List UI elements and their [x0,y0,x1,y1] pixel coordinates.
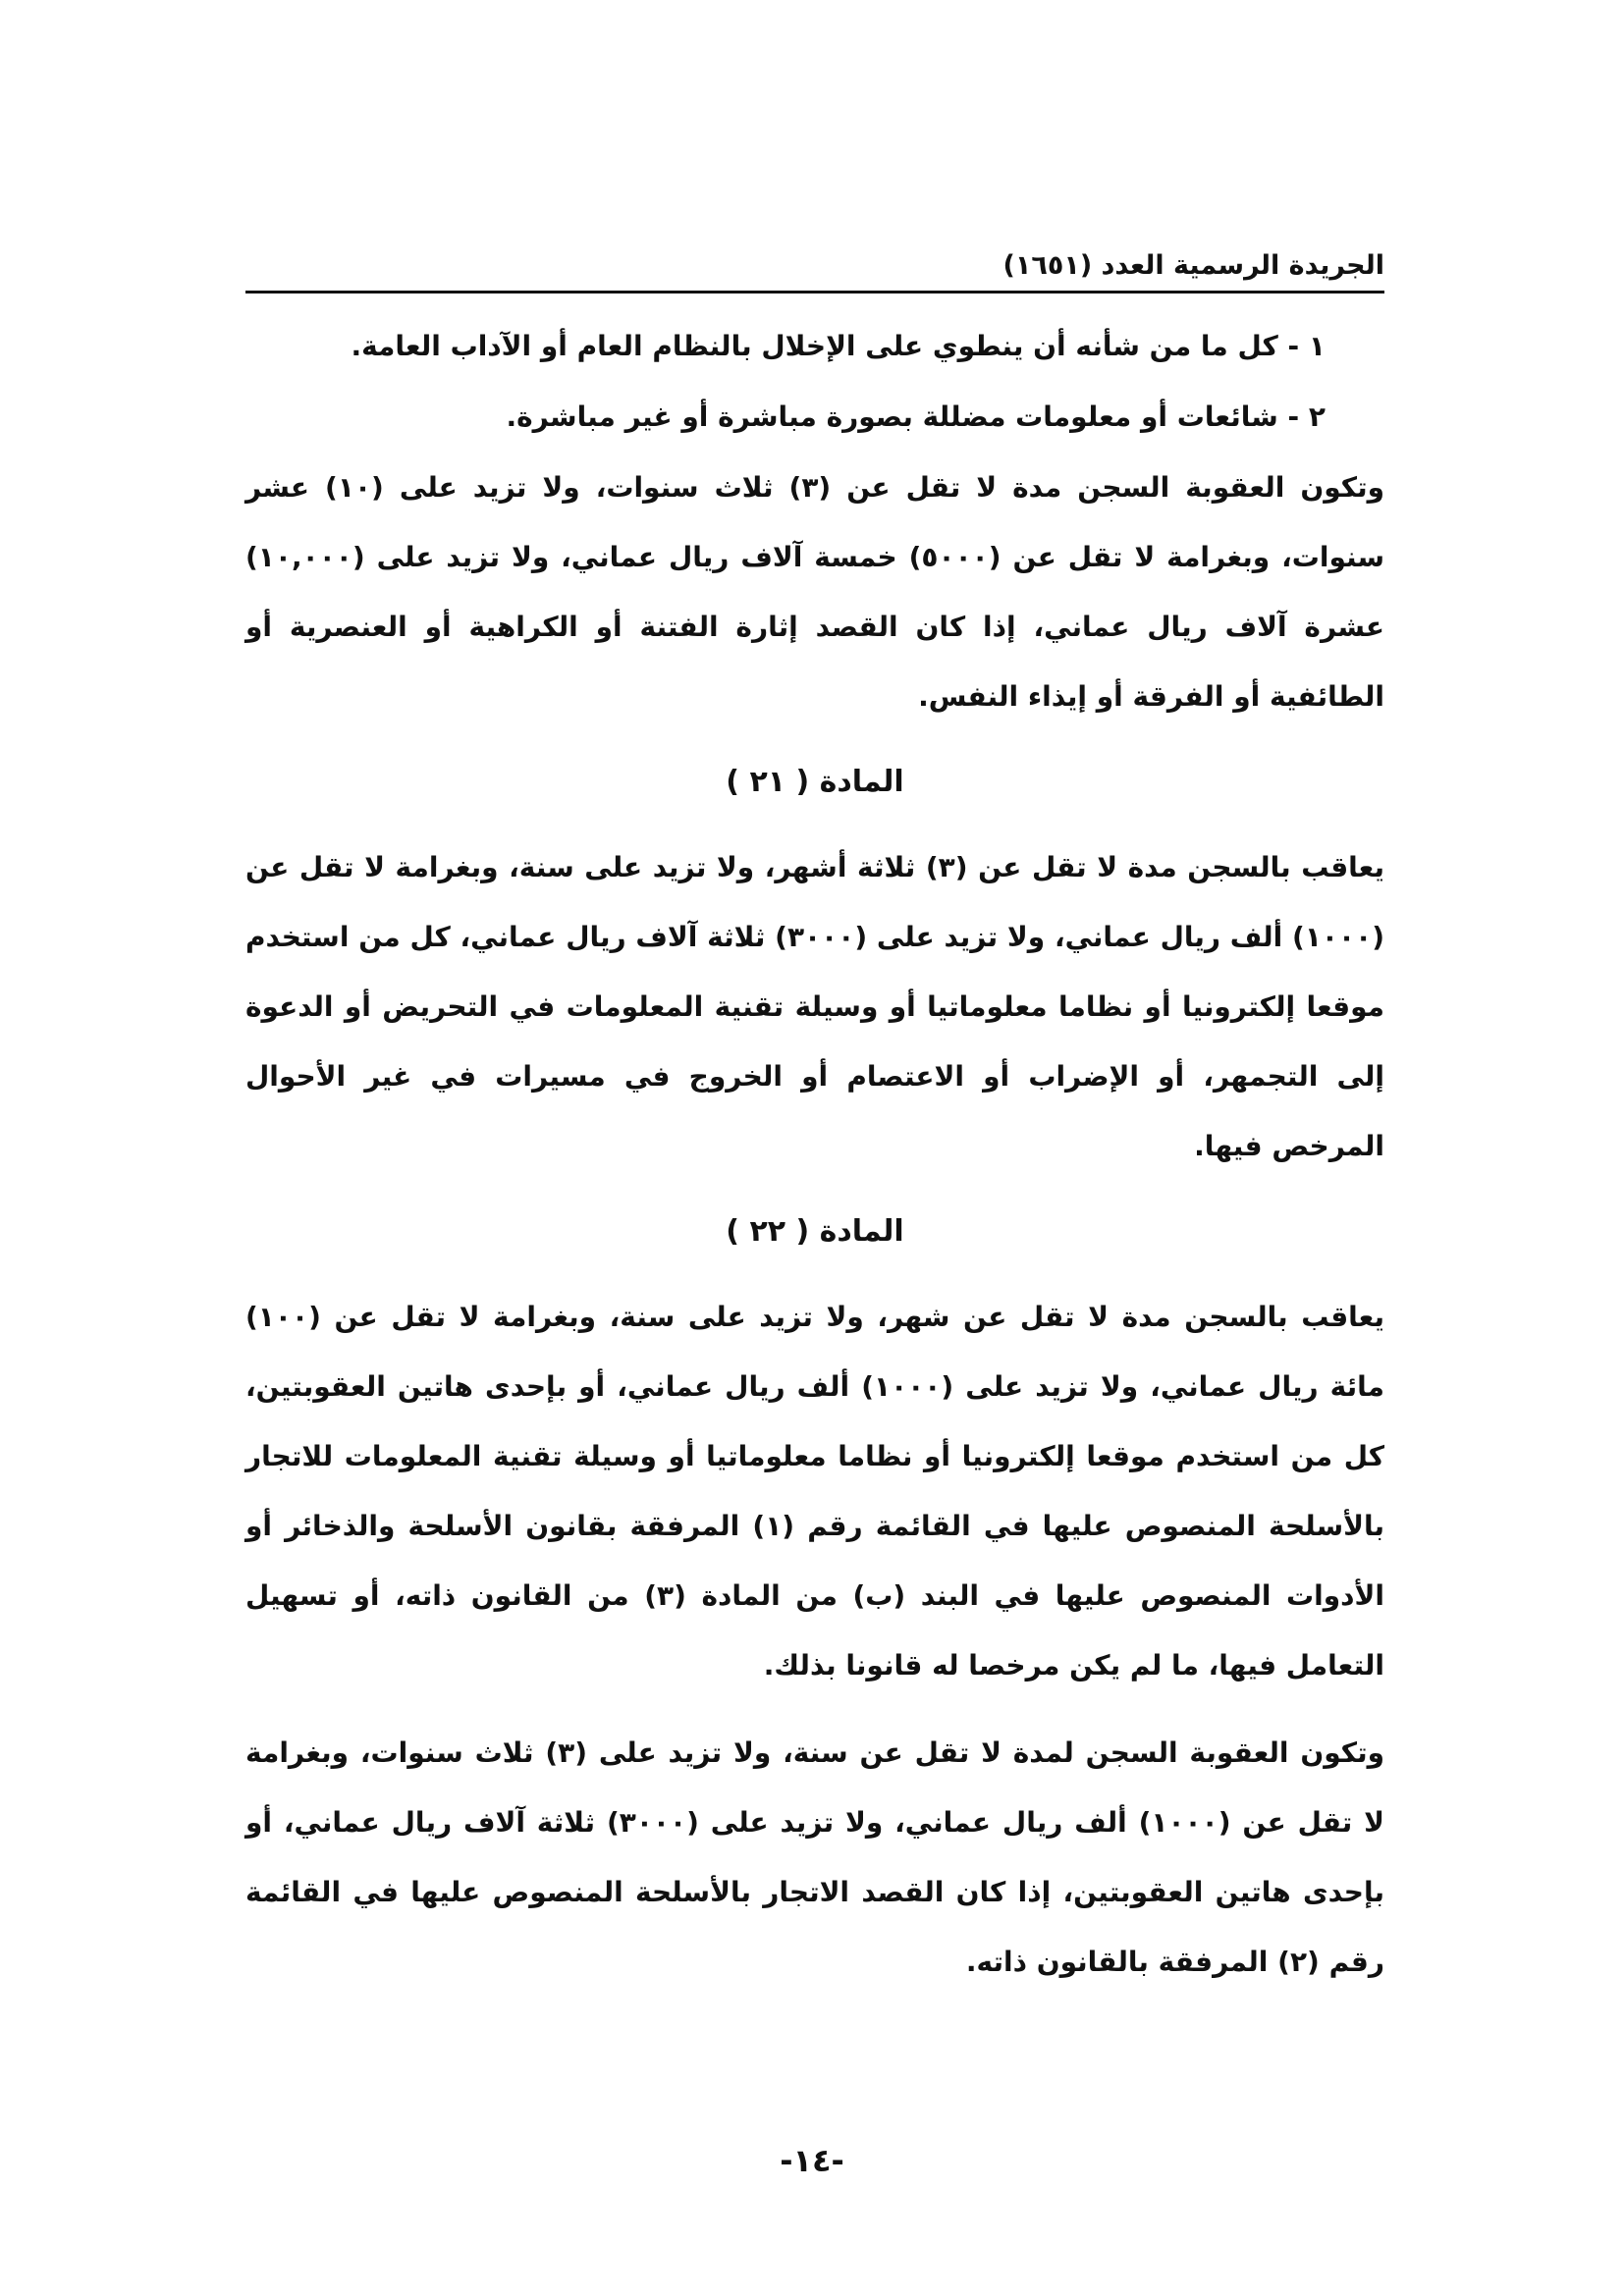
list-item-2: ٢ - شائعات أو معلومات مضللة بصورة مباشرة أو غير مباشرة. [506,400,1326,433]
intro-paragraph: وتكون العقوبة السجن مدة لا تقل عن (٣) ثلاث سنوات، ولا تزيد على (١٠) عشر سنوات، وبغرامة لا تقل عن (٥٠٠٠) خمسة آلاف ريال عماني، ولا تزيد على (١٠,٠٠٠) عشرة آلاف ريال عماني، إذا كان القصد إثارة الفتنة أو الكراهية أو العنصرية أو الطائفية أو الفرقة أو إيذاء النفس. [245,471,1384,713]
list-item-1: ١ - كل ما من شأنه أن ينطوي على الإخلال بالنظام العام أو الآداب العامة. [351,330,1326,362]
running-header: الجريدة الرسمية العدد (١٦٥١) [245,250,1384,294]
article-22-heading: المادة ( ٢٢ ) [726,1214,904,1249]
document-page [245,250,1384,1997]
article-21-heading: المادة ( ٢١ ) [726,765,904,799]
article-22-paragraph-2: وتكون العقوبة السجن لمدة لا تقل عن سنة، ولا تزيد على (٣) ثلاث سنوات، وبغرامة لا تقل عن (١٠٠٠) ألف ريال عماني، ولا تزيد على (٣٠٠٠) ثلاثة آلاف ريال عماني، أو بإحدى هاتين العقوبتين، إذا كان القصد الاتجار بالأسلحة المنصوص عليها في القائمة رقم (٢) المرفقة بالقانون ذاته. [245,1736,1384,1978]
article-21-paragraph: يعاقب بالسجن مدة لا تقل عن (٣) ثلاثة أشهر، ولا تزيد على سنة، وبغرامة لا تقل عن (١٠٠٠) ألف ريال عماني، ولا تزيد على (٣٠٠٠) ثلاثة آلاف ريال عماني، كل من استخدم موقعا إلكترونيا أو نظاما معلوماتيا أو وسيلة تقنية المعلومات في التحريض أو الدعوة إلى التجمهر، أو الإضراب أو الاعتصام أو الخروج في مسيرات في غير الأحوال المرخص فيها. [245,851,1384,1162]
article-22-paragraph-1: يعاقب بالسجن مدة لا تقل عن شهر، ولا تزيد على سنة، وبغرامة لا تقل عن (١٠٠) مائة ريال عماني، ولا تزيد على (١٠٠٠) ألف ريال عماني، أو بإحدى هاتين العقوبتين، كل من استخدم موقعا إلكترونيا أو نظاما معلوماتيا أو وسيلة تقنية المعلومات للاتجار بالأسلحة المنصوص عليها في القائمة رقم (١) المرفقة بقانون الأسلحة والذخائر أو الأدوات المنصوص عليها في البند (ب) من المادة (٣) من القانون ذاته، أو تسهيل التعامل فيها، ما لم يكن مرخصا له قانونا بذلك. [245,1301,1385,1682]
page-number: -١٤- [780,2142,844,2179]
